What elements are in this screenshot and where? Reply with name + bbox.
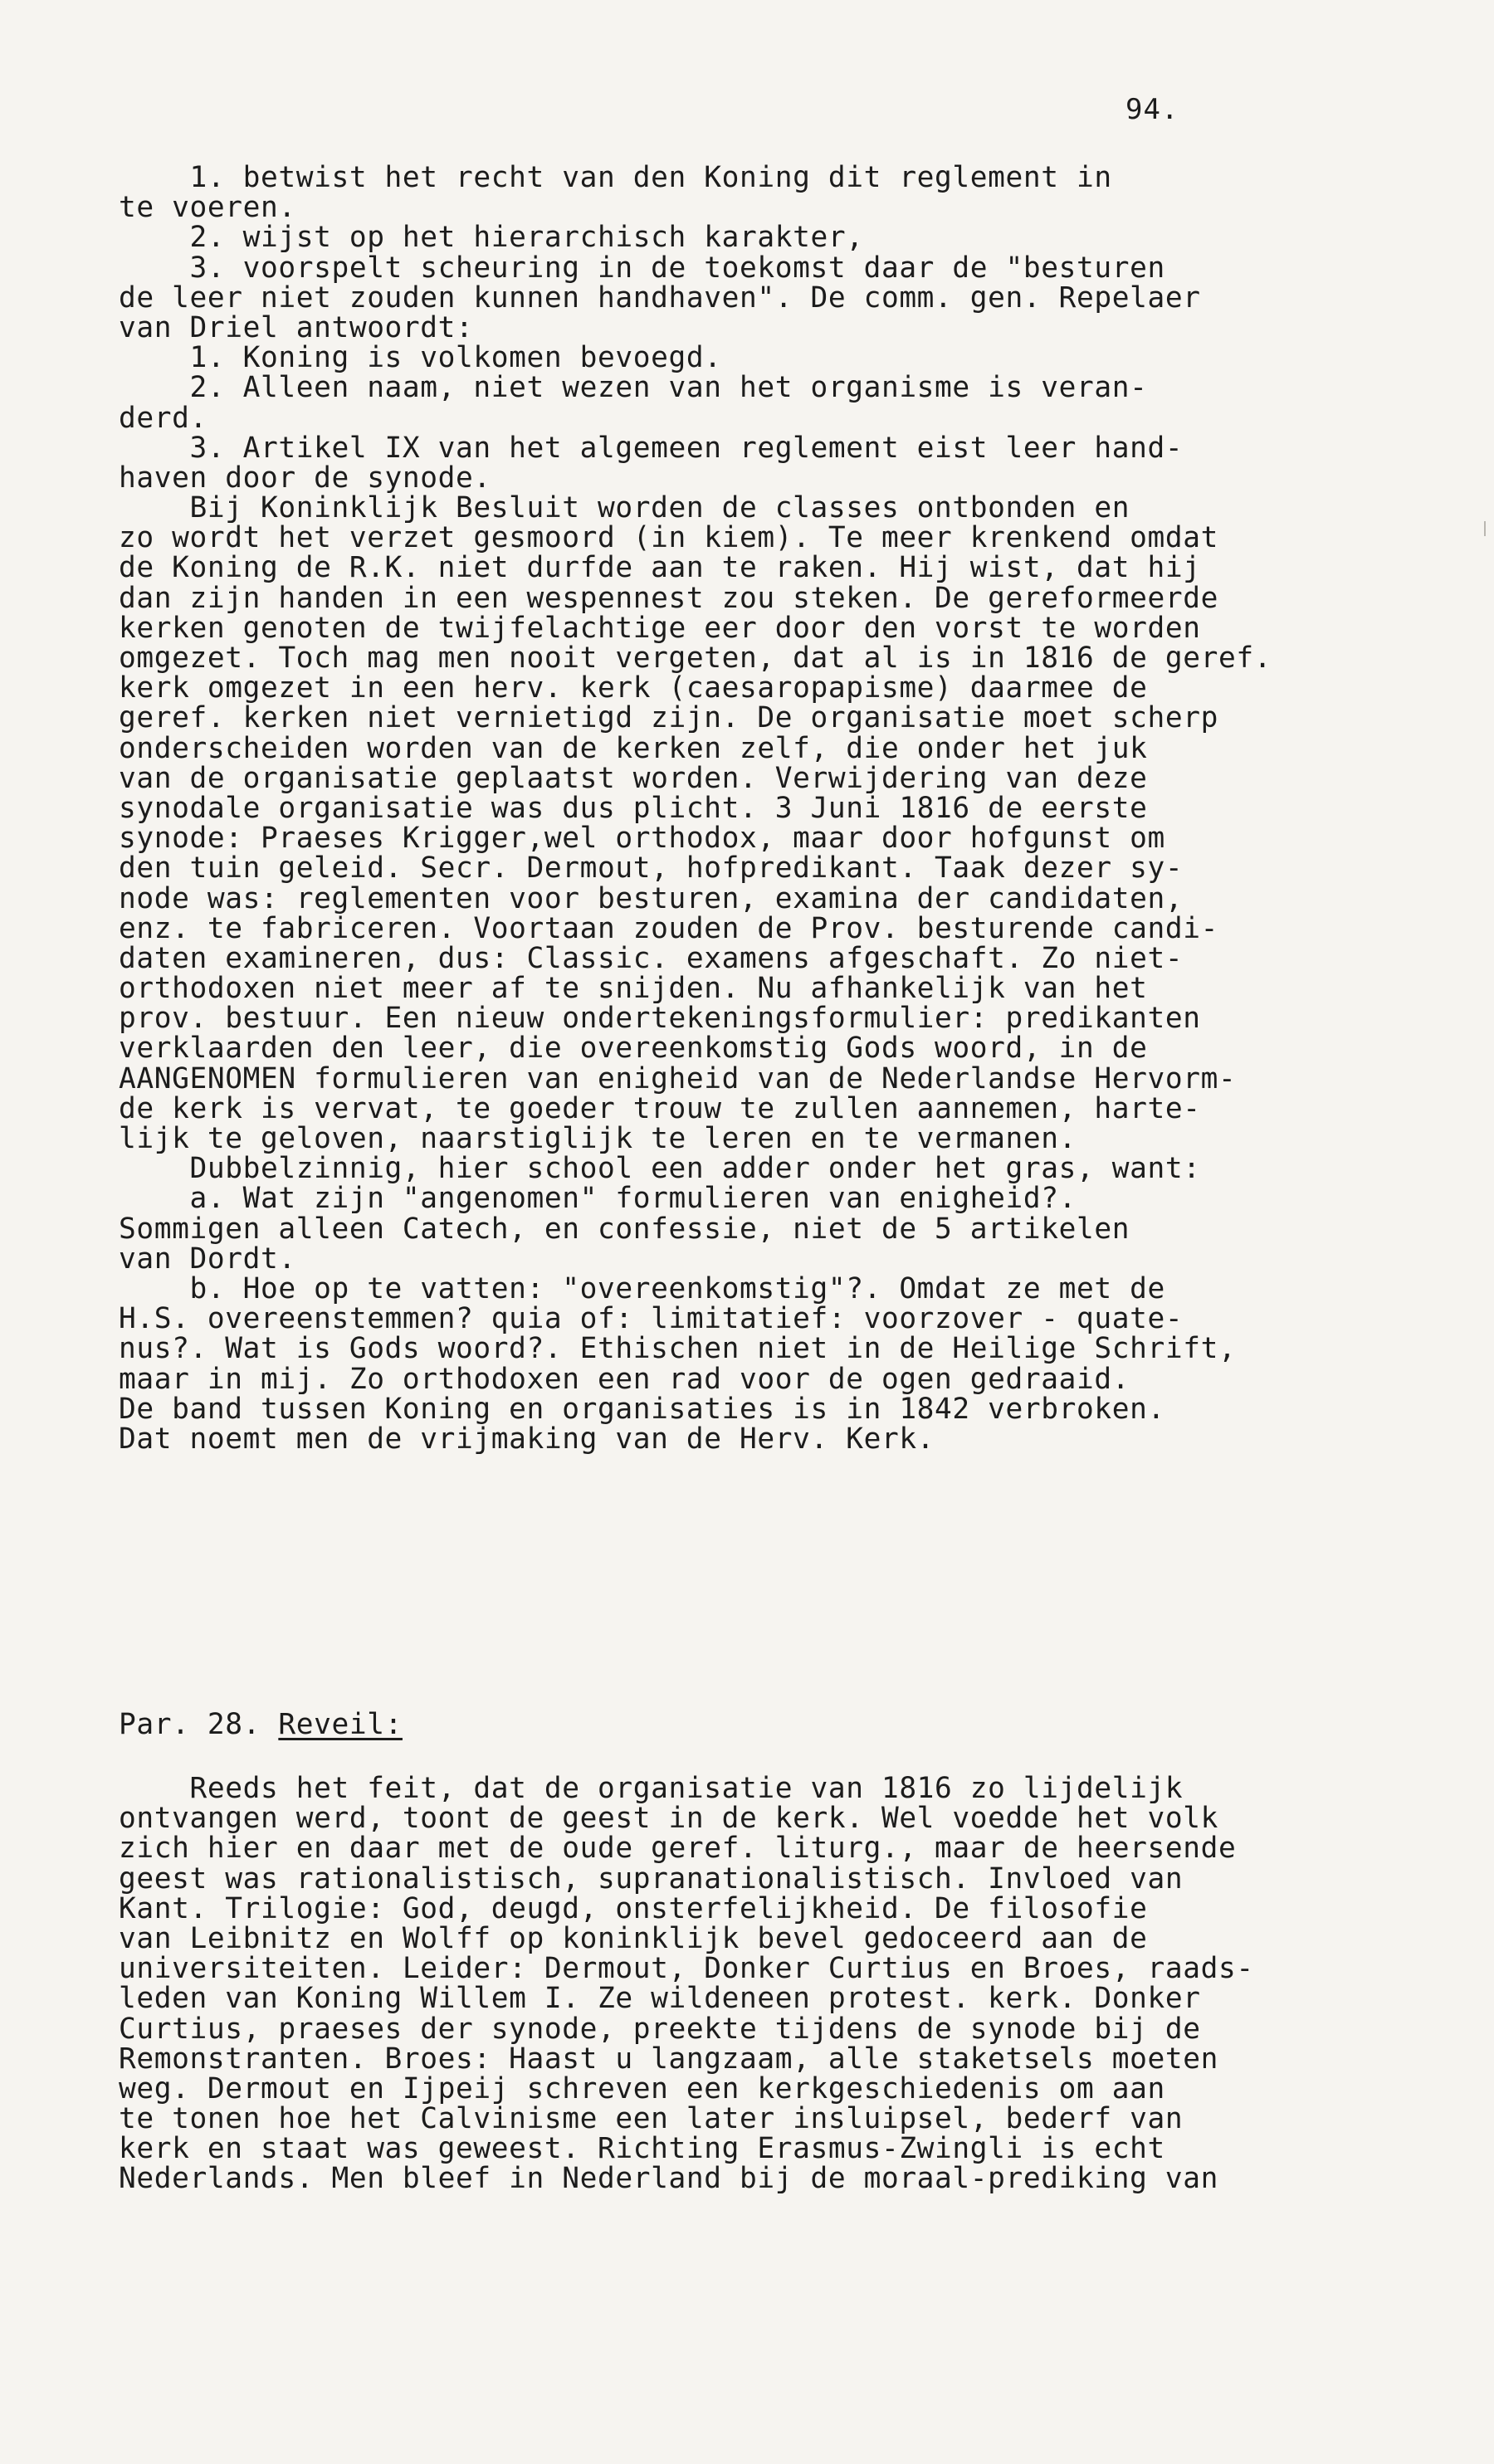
text-line: den tuin geleid. Secr. Dermout, hofpredikant. Taak dezer sy-: [119, 851, 1184, 886]
text-line: kerken genoten de twijfelachtige eer door den vorst te worden: [119, 611, 1201, 645]
text-line: ontvangen werd, toont de geest in de kerk. Wel voedde het volk: [119, 1802, 1218, 1836]
text-line: maar in mij. Zo orthodoxen een rad voor de ogen gedraaid.: [119, 1362, 1130, 1396]
text-line: prov. bestuur. Een nieuw ondertekeningsformulier: predikanten: [119, 1002, 1201, 1036]
text-line: te voeren.: [119, 191, 296, 225]
text-line: enz. te fabriceren. Voortaan zouden de Prov. besturende candi-: [119, 911, 1218, 945]
body-text-section-2: [119, 1774, 1380, 2194]
edge-mark: [1484, 521, 1491, 536]
text-line: Bij Koninklijk Besluit worden de classes ontbonden en: [119, 491, 1130, 525]
section-heading: [119, 1708, 403, 1741]
text-line: van de organisatie geplaatst worden. Verwijdering van deze: [119, 761, 1148, 795]
text-line: kerk omgezet in een herv. kerk (caesaropapisme) daarmee de: [119, 671, 1148, 705]
text-line: universiteiten. Leider: Dermout, Donker Curtius en Broes, raads-: [119, 1952, 1254, 1986]
text-line: haven door de synode.: [119, 461, 491, 495]
text-line: dan zijn handen in een wespennest zou steken. De gereformeerde: [119, 581, 1218, 615]
text-line: De band tussen Koning en organisaties is in 1842 verbroken.: [119, 1392, 1165, 1426]
text-line: a. Wat zijn "angenomen" formulieren van enigheid?.: [119, 1182, 1077, 1216]
text-line: leden van Koning Willem I. Ze wildeneen protest. kerk. Donker: [119, 1982, 1201, 2016]
text-line: de leer niet zouden kunnen handhaven". De comm. gen. Repelaer: [119, 281, 1201, 315]
text-line: de Koning de R.K. niet durfde aan te raken. Hij wist, dat hij: [119, 551, 1201, 585]
text-line: omgezet. Toch mag men nooit vergeten, dat al is in 1816 de geref.: [119, 642, 1272, 675]
text-line: 3. Artikel IX van het algemeen reglement eist leer hand-: [119, 431, 1184, 465]
text-line: verklaarden den leer, die overeenkomstig Gods woord, in de: [119, 1032, 1148, 1066]
text-line: AANGENOMEN formulieren van enigheid van de Nederlandse Hervorm-: [119, 1061, 1237, 1095]
text-line: Dat noemt men de vrijmaking van de Herv. Kerk.: [119, 1422, 935, 1456]
text-line: synodale organisatie was dus plicht. 3 Juni 1816 de eerste: [119, 791, 1148, 825]
text-line: 3. voorspelt scheuring in de toekomst daar de "besturen: [119, 251, 1165, 285]
text-line: Curtius, praeses der synode, preekte tijdens de synode bij de: [119, 2012, 1201, 2046]
text-line: derd.: [119, 401, 208, 435]
text-line: 1. betwist het recht van den Koning dit reglement in: [119, 161, 1112, 194]
text-line: 2. Alleen naam, niet wezen van het organisme is veran-: [119, 371, 1148, 405]
text-line: te tonen hoe het Calvinisme een later insluipsel, bederf van: [119, 2102, 1184, 2136]
text-line: weg. Dermout en Ijpeij schreven een kerkgeschiedenis om aan: [119, 2071, 1165, 2105]
text-line: daten examineren, dus: Classic. examens afgeschaft. Zo niet-: [119, 941, 1184, 975]
text-line: Nederlands. Men bleef in Nederland bij de moraal-prediking van: [119, 2162, 1218, 2196]
text-line: onderscheiden worden van de kerken zelf, die onder het juk: [119, 731, 1148, 765]
text-line: Sommigen alleen Catech, en confessie, niet de 5 artikelen: [119, 1212, 1130, 1246]
text-line: orthodoxen niet meer af te snijden. Nu afhankelijk van het: [119, 972, 1148, 1006]
text-line: Kant. Trilogie: God, deugd, onsterfelijkheid. De filosofie: [119, 1891, 1148, 1925]
heading-prefix: Par. 28.: [119, 1708, 279, 1741]
text-line: b. Hoe op te vatten: "overeenkomstig"?. Omdat ze met de: [119, 1271, 1165, 1305]
text-line: Reeds het feit, dat de organisatie van 1816 zo lijdelijk: [119, 1772, 1184, 1805]
text-line: van Dordt.: [119, 1242, 296, 1276]
text-line: 1. Koning is volkomen bevoegd.: [119, 341, 722, 375]
text-line: lijk te geloven, naarstiglijk te leren en te vermanen.: [119, 1122, 1077, 1155]
text-line: Remonstranten. Broes: Haast u langzaam, alle staketsels moeten: [119, 2042, 1218, 2076]
heading-title: Reveil:: [278, 1708, 403, 1741]
text-line: zich hier en daar met de oude geref. liturg., maar de heersende: [119, 1832, 1237, 1866]
text-line: geref. kerken niet vernietigd zijn. De organisatie moet scherp: [119, 701, 1218, 735]
text-line: H.S. overeenstemmen? quia of: limitatief: voorzover - quate-: [119, 1302, 1184, 1336]
text-line: van Leibnitz en Wolff op koninklijk bevel gedoceerd aan de: [119, 1921, 1148, 1955]
body-text-section-1: [119, 163, 1380, 1454]
text-line: de kerk is vervat, te goeder trouw te zullen aannemen, harte-: [119, 1091, 1201, 1125]
text-line: kerk en staat was geweest. Richting Erasmus-Zwingli is echt: [119, 2132, 1165, 2166]
text-line: van Driel antwoordt:: [119, 310, 474, 344]
text-line: Dubbelzinnig, hier school een adder onder het gras, want:: [119, 1152, 1201, 1186]
page-number: 94.: [1125, 93, 1179, 126]
text-line: geest was rationalistisch, supranationalistisch. Invloed van: [119, 1861, 1184, 1896]
text-line: nus?. Wat is Gods woord?. Ethischen niet in de Heilige Schrift,: [119, 1332, 1237, 1366]
text-line: zo wordt het verzet gesmoord (in kiem). Te meer krenkend omdat: [119, 521, 1218, 555]
text-line: node was: reglementen voor besturen, examina der candidaten,: [119, 881, 1184, 915]
text-line: 2. wijst op het hierarchisch karakter,: [119, 221, 864, 255]
text-line: synode: Praeses Krigger,wel orthodox, maar door hofgunst om: [119, 822, 1165, 856]
